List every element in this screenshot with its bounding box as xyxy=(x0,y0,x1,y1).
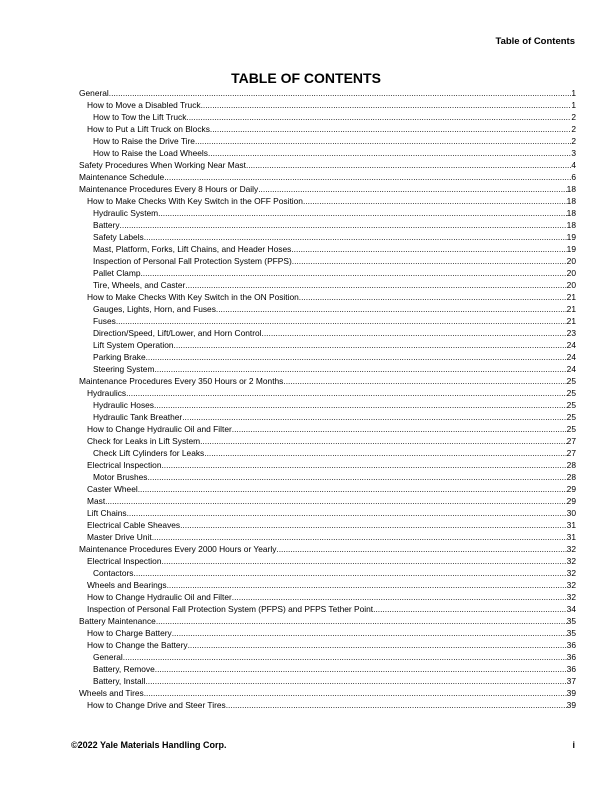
toc-entry-page: 29 xyxy=(566,496,576,506)
toc-entry[interactable] xyxy=(79,567,576,579)
toc-entry-label: Battery, Install xyxy=(93,676,146,686)
dot-leader xyxy=(299,291,567,303)
toc-entry-page: 18 xyxy=(566,184,576,194)
toc-entry-label: Motor Brushes xyxy=(93,472,148,482)
toc-entry[interactable] xyxy=(79,591,576,603)
toc-entry-label: Electrical Inspection xyxy=(87,556,162,566)
toc-entry[interactable] xyxy=(79,447,576,459)
toc-entry[interactable] xyxy=(79,147,576,159)
toc-entry-label: General xyxy=(93,652,123,662)
toc-entry-label: Steering System xyxy=(93,364,155,374)
toc-entry-page: 32 xyxy=(566,580,576,590)
toc-entry-label: How to Charge Battery xyxy=(87,628,172,638)
toc-entry-label: Hydraulic Hoses xyxy=(93,400,154,410)
toc-entry-label: Maintenance Procedures Every 8 Hours or Daily xyxy=(79,184,259,194)
dot-leader xyxy=(144,231,567,243)
toc-entry-page: 1 xyxy=(571,100,576,110)
toc-entry[interactable] xyxy=(79,579,576,591)
toc-entry-page: 2 xyxy=(571,112,576,122)
toc-entry[interactable] xyxy=(79,483,576,495)
toc-entry-label: Maintenance Procedures Every 350 Hours or 2 Months xyxy=(79,376,284,386)
toc-entry-label: Safety Procedures When Working Near Mast xyxy=(79,160,246,170)
toc-entry[interactable] xyxy=(79,171,576,183)
dot-leader xyxy=(303,195,567,207)
dot-leader xyxy=(210,123,571,135)
toc-entry-label: Safety Labels xyxy=(93,232,144,242)
toc-entry[interactable] xyxy=(79,435,576,447)
toc-entry-label: Wheels and Tires xyxy=(79,688,144,698)
dot-leader xyxy=(116,315,567,327)
toc-entry[interactable] xyxy=(79,327,576,339)
toc-entry[interactable] xyxy=(79,699,576,711)
dot-leader xyxy=(126,387,567,399)
dot-leader xyxy=(146,351,567,363)
dot-leader xyxy=(147,471,566,483)
dot-leader xyxy=(156,615,567,627)
toc-entry[interactable] xyxy=(79,159,576,171)
dot-leader xyxy=(373,603,567,615)
dot-leader xyxy=(216,303,567,315)
toc-entry-label: Battery xyxy=(93,220,120,230)
toc-entry-label: Hydraulic System xyxy=(93,208,159,218)
dot-leader xyxy=(188,639,567,651)
toc-entry[interactable] xyxy=(79,219,576,231)
toc-entry[interactable] xyxy=(79,135,576,147)
toc-entry-page: 2 xyxy=(571,124,576,134)
toc-entry-label: How to Raise the Drive Tire xyxy=(93,136,195,146)
toc-entry-page: 30 xyxy=(566,508,576,518)
toc-entry-label: How to Change Hydraulic Oil and Filter xyxy=(87,592,232,602)
toc-entry[interactable] xyxy=(79,627,576,639)
dot-leader xyxy=(180,519,567,531)
toc-entry-page: 31 xyxy=(566,520,576,530)
toc-entry-page: 34 xyxy=(566,604,576,614)
toc-entry-label: Master Drive Unit xyxy=(87,532,152,542)
toc-entry[interactable] xyxy=(79,675,576,687)
toc-entry[interactable] xyxy=(79,615,576,627)
dot-leader xyxy=(200,435,567,447)
toc-entry-label: How to Put a Lift Truck on Blocks xyxy=(87,124,210,134)
toc-entry[interactable] xyxy=(79,555,576,567)
toc-entry-label: Lift System Operation xyxy=(93,340,174,350)
footer-copyright: ©2022 Yale Materials Handling Corp. xyxy=(71,740,227,750)
toc-entry-label: Mast, Platform, Forks, Lift Chains, and Header Hoses xyxy=(93,244,292,254)
running-header: Table of Contents xyxy=(495,36,575,47)
dot-leader xyxy=(105,495,567,507)
toc-entry-label: Parking Brake xyxy=(93,352,146,362)
dot-leader xyxy=(291,243,566,255)
toc-entry[interactable] xyxy=(79,363,576,375)
toc-entry[interactable] xyxy=(79,315,576,327)
dot-leader xyxy=(204,447,566,459)
dot-leader xyxy=(182,411,566,423)
toc-entry[interactable] xyxy=(79,267,576,279)
toc-entry-page: 35 xyxy=(566,628,576,638)
dot-leader xyxy=(167,579,567,591)
dot-leader xyxy=(258,183,566,195)
toc-entry-label: Contactors xyxy=(93,568,134,578)
toc-entry[interactable] xyxy=(79,519,576,531)
toc-entry-label: How to Raise the Load Wheels xyxy=(93,148,208,158)
toc-entry-page: 23 xyxy=(566,328,576,338)
toc-entry[interactable] xyxy=(79,423,576,435)
toc-entry-label: General xyxy=(79,88,109,98)
dot-leader xyxy=(174,339,567,351)
toc-entry-label: Inspection of Personal Fall Protection System (PFPS) xyxy=(93,256,292,266)
dot-leader xyxy=(134,567,567,579)
toc-entry[interactable] xyxy=(79,111,576,123)
dot-leader xyxy=(154,399,567,411)
dot-leader xyxy=(145,675,566,687)
toc-entry-label: Lift Chains xyxy=(87,508,127,518)
toc-entry-label: How to Make Checks With Key Switch in the ON Position xyxy=(87,292,299,302)
toc-entry[interactable] xyxy=(79,183,576,195)
dot-leader xyxy=(276,543,566,555)
toc-entry[interactable] xyxy=(79,279,576,291)
toc-entry-label: Electrical Inspection xyxy=(87,460,162,470)
toc-entry[interactable] xyxy=(79,543,576,555)
toc-entry-page: 37 xyxy=(566,676,576,686)
page-title: TABLE OF CONTENTS xyxy=(231,70,381,86)
toc-entry-page: 25 xyxy=(566,400,576,410)
toc-entry-page: 24 xyxy=(566,352,576,362)
dot-leader xyxy=(208,147,571,159)
toc-entry-page: 31 xyxy=(566,532,576,542)
dot-leader xyxy=(283,375,566,387)
toc-entry-label: Gauges, Lights, Horn, and Fuses xyxy=(93,304,216,314)
toc-entry-label: Fuses xyxy=(93,316,116,326)
toc-entry-label: Hydraulic Tank Breather xyxy=(93,412,183,422)
toc-entry-page: 29 xyxy=(566,484,576,494)
toc-entry-page: 28 xyxy=(566,460,576,470)
dot-leader xyxy=(246,159,571,171)
toc-entry-label: How to Move a Disabled Truck xyxy=(87,100,201,110)
toc-entry-page: 32 xyxy=(566,556,576,566)
dot-leader xyxy=(158,207,567,219)
dot-leader xyxy=(232,423,567,435)
toc-entry-page: 20 xyxy=(566,280,576,290)
toc-entry-label: How to Tow the Lift Truck xyxy=(93,112,187,122)
toc-entry[interactable] xyxy=(79,207,576,219)
dot-leader xyxy=(109,87,572,99)
toc-entry[interactable] xyxy=(79,255,576,267)
dot-leader xyxy=(155,663,567,675)
toc-entry-label: Battery Maintenance xyxy=(79,616,156,626)
toc-entry-label: Wheels and Bearings xyxy=(87,580,167,590)
toc-entry-page: 20 xyxy=(566,268,576,278)
toc-entry[interactable] xyxy=(79,87,576,99)
dot-leader xyxy=(195,135,571,147)
toc-entry-page: 20 xyxy=(566,256,576,266)
dot-leader xyxy=(232,591,567,603)
dot-leader xyxy=(127,507,567,519)
toc-entry-page: 18 xyxy=(566,220,576,230)
toc-entry-label: Pallet Clamp xyxy=(93,268,141,278)
toc-entry[interactable] xyxy=(79,123,576,135)
toc-entry-page: 21 xyxy=(566,316,576,326)
toc-entry-label: How to Change Drive and Steer Tires xyxy=(87,700,226,710)
toc-entry[interactable] xyxy=(79,603,576,615)
toc-entry-label: Maintenance Schedule xyxy=(79,172,165,182)
toc-entry-page: 6 xyxy=(571,172,576,182)
toc-entry-page: 21 xyxy=(566,304,576,314)
toc-entry-page: 24 xyxy=(566,364,576,374)
toc-entry[interactable] xyxy=(79,351,576,363)
dot-leader xyxy=(138,483,567,495)
toc-entry[interactable] xyxy=(79,639,576,651)
toc-entry-page: 19 xyxy=(566,232,576,242)
toc-entry[interactable] xyxy=(79,507,576,519)
toc-entry-page: 36 xyxy=(566,640,576,650)
dot-leader xyxy=(140,267,566,279)
toc-entry-page: 4 xyxy=(571,160,576,170)
toc-entry-label: Check Lift Cylinders for Leaks xyxy=(93,448,205,458)
toc-entry-label: How to Change Hydraulic Oil and Filter xyxy=(87,424,232,434)
toc-entry-label: Hydraulics xyxy=(87,388,127,398)
toc-entry-label: How to Change the Battery xyxy=(87,640,188,650)
dot-leader xyxy=(123,651,567,663)
toc-entry-page: 35 xyxy=(566,616,576,626)
toc-entry-page: 18 xyxy=(566,196,576,206)
toc-entry-page: 27 xyxy=(566,436,576,446)
toc-entry-page: 25 xyxy=(566,412,576,422)
toc-entry-page: 32 xyxy=(566,568,576,578)
toc-entry-label: Tire, Wheels, and Caster xyxy=(93,280,186,290)
toc-entry-label: Caster Wheel xyxy=(87,484,138,494)
toc-entry[interactable] xyxy=(79,339,576,351)
toc-entry-label: How to Make Checks With Key Switch in the OFF Position xyxy=(87,196,303,206)
toc-entry[interactable] xyxy=(79,99,576,111)
toc-entry-label: Direction/Speed, Lift/Lower, and Horn Control xyxy=(93,328,262,338)
dot-leader xyxy=(172,627,567,639)
toc-entry[interactable] xyxy=(79,651,576,663)
toc-entry-page: 1 xyxy=(571,88,576,98)
toc-entry-label: Battery, Remove xyxy=(93,664,155,674)
toc-entry-label: Check for Leaks in Lift System xyxy=(87,436,201,446)
toc-entry-page: 3 xyxy=(571,148,576,158)
toc-entry-label: Electrical Cable Sheaves xyxy=(87,520,181,530)
toc-entry-page: 25 xyxy=(566,424,576,434)
toc-entry[interactable] xyxy=(79,243,576,255)
dot-leader xyxy=(226,699,567,711)
toc-entry[interactable] xyxy=(79,375,576,387)
toc-entry-label: Inspection of Personal Fall Protection System (PFPS) and PFPS Tether Point xyxy=(87,604,374,614)
toc-entry-label: Maintenance Procedures Every 2000 Hours or Yearly xyxy=(79,544,277,554)
toc-entry-page: 24 xyxy=(566,340,576,350)
dot-leader xyxy=(120,219,567,231)
dot-leader xyxy=(152,531,567,543)
toc-entry[interactable] xyxy=(79,471,576,483)
toc-entry[interactable] xyxy=(79,399,576,411)
toc-entry-page: 36 xyxy=(566,664,576,674)
toc-entry[interactable] xyxy=(79,231,576,243)
toc-entry-page: 18 xyxy=(566,208,576,218)
dot-leader xyxy=(161,555,566,567)
toc-entry[interactable] xyxy=(79,663,576,675)
dot-leader xyxy=(185,279,566,291)
toc-entry-page: 21 xyxy=(566,292,576,302)
toc-entry-page: 28 xyxy=(566,472,576,482)
toc-entry[interactable] xyxy=(79,387,576,399)
dot-leader xyxy=(154,363,566,375)
footer-page-number: i xyxy=(572,740,575,750)
dot-leader xyxy=(262,327,567,339)
dot-leader xyxy=(161,459,566,471)
toc-entry-page: 25 xyxy=(566,388,576,398)
toc-entry[interactable] xyxy=(79,291,576,303)
table-of-contents xyxy=(79,87,576,711)
toc-entry-page: 39 xyxy=(566,688,576,698)
toc-entry-page: 2 xyxy=(571,136,576,146)
dot-leader xyxy=(292,255,567,267)
dot-leader xyxy=(144,687,567,699)
toc-entry-page: 19 xyxy=(566,244,576,254)
dot-leader xyxy=(201,99,572,111)
toc-entry-page: 25 xyxy=(566,376,576,386)
toc-entry-page: 32 xyxy=(566,592,576,602)
toc-entry-page: 32 xyxy=(566,544,576,554)
toc-entry[interactable] xyxy=(79,303,576,315)
dot-leader xyxy=(164,171,571,183)
toc-entry[interactable] xyxy=(79,531,576,543)
toc-entry[interactable] xyxy=(79,195,576,207)
toc-entry-label: Mast xyxy=(87,496,106,506)
toc-entry[interactable] xyxy=(79,411,576,423)
toc-entry-page: 27 xyxy=(566,448,576,458)
toc-entry[interactable] xyxy=(79,495,576,507)
toc-entry-page: 39 xyxy=(566,700,576,710)
toc-entry-page: 36 xyxy=(566,652,576,662)
toc-entry[interactable] xyxy=(79,459,576,471)
toc-entry[interactable] xyxy=(79,687,576,699)
dot-leader xyxy=(186,111,571,123)
